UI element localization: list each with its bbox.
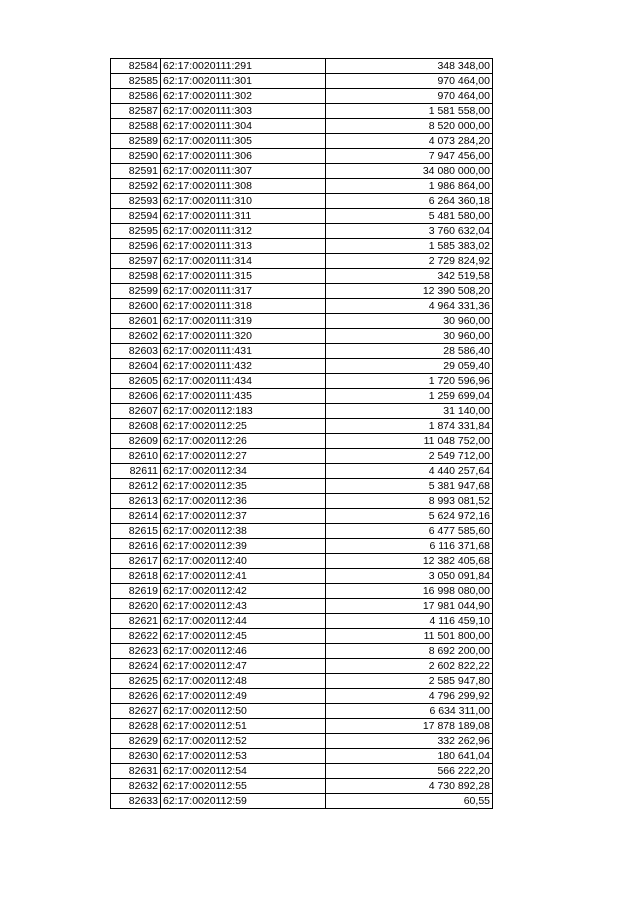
cadastral-number-cell: 62:17:0020111:432	[161, 359, 326, 374]
cadastral-number-cell: 62:17:0020112:46	[161, 644, 326, 659]
cadastral-value-cell: 16 998 080,00	[326, 584, 493, 599]
table-row	[111, 254, 493, 269]
row-number-cell: 82584	[111, 59, 161, 74]
table-row	[111, 629, 493, 644]
cadastral-value-cell: 11 501 800,00	[326, 629, 493, 644]
row-number-cell: 82609	[111, 434, 161, 449]
table-row	[111, 344, 493, 359]
cadastral-number-cell: 62:17:0020112:54	[161, 764, 326, 779]
cadastral-value-cell: 2 602 822,22	[326, 659, 493, 674]
cadastral-number-cell: 62:17:0020111:434	[161, 374, 326, 389]
cadastral-number-cell: 62:17:0020111:318	[161, 299, 326, 314]
cadastral-value-cell: 31 140,00	[326, 404, 493, 419]
cadastral-number-cell: 62:17:0020112:183	[161, 404, 326, 419]
table-row	[111, 509, 493, 524]
row-number-cell: 82632	[111, 779, 161, 794]
cadastral-value-cell: 34 080 000,00	[326, 164, 493, 179]
cadastral-number-cell: 62:17:0020111:313	[161, 239, 326, 254]
table-row	[111, 89, 493, 104]
table-row	[111, 374, 493, 389]
table-row	[111, 389, 493, 404]
row-number-cell: 82589	[111, 134, 161, 149]
cadastral-number-cell: 62:17:0020112:35	[161, 479, 326, 494]
cadastral-number-cell: 62:17:0020112:45	[161, 629, 326, 644]
cadastral-number-cell: 62:17:0020111:317	[161, 284, 326, 299]
table-row	[111, 149, 493, 164]
table-row	[111, 539, 493, 554]
table-row	[111, 179, 493, 194]
cadastral-value-cell: 5 481 580,00	[326, 209, 493, 224]
cadastral-value-cell: 1 585 383,02	[326, 239, 493, 254]
cadastral-value-cell: 4 073 284,20	[326, 134, 493, 149]
cadastral-value-table	[110, 58, 493, 809]
cadastral-value-cell: 8 993 081,52	[326, 494, 493, 509]
table-row	[111, 299, 493, 314]
cadastral-value-cell: 2 729 824,92	[326, 254, 493, 269]
cadastral-number-cell: 62:17:0020112:37	[161, 509, 326, 524]
cadastral-number-cell: 62:17:0020111:306	[161, 149, 326, 164]
cadastral-number-cell: 62:17:0020112:25	[161, 419, 326, 434]
row-number-cell: 82592	[111, 179, 161, 194]
cadastral-number-cell: 62:17:0020112:38	[161, 524, 326, 539]
row-number-cell: 82590	[111, 149, 161, 164]
row-number-cell: 82633	[111, 794, 161, 809]
cadastral-number-cell: 62:17:0020112:27	[161, 449, 326, 464]
cadastral-number-cell: 62:17:0020111:301	[161, 74, 326, 89]
row-number-cell: 82623	[111, 644, 161, 659]
row-number-cell: 82615	[111, 524, 161, 539]
row-number-cell: 82621	[111, 614, 161, 629]
cadastral-value-cell: 4 730 892,28	[326, 779, 493, 794]
table-row	[111, 314, 493, 329]
cadastral-number-cell: 62:17:0020112:36	[161, 494, 326, 509]
table-row	[111, 719, 493, 734]
row-number-cell: 82587	[111, 104, 161, 119]
table-row	[111, 764, 493, 779]
table-row	[111, 134, 493, 149]
row-number-cell: 82603	[111, 344, 161, 359]
row-number-cell: 82607	[111, 404, 161, 419]
cadastral-number-cell: 62:17:0020112:44	[161, 614, 326, 629]
row-number-cell: 82625	[111, 674, 161, 689]
cadastral-number-cell: 62:17:0020111:314	[161, 254, 326, 269]
table-row	[111, 164, 493, 179]
row-number-cell: 82608	[111, 419, 161, 434]
table-body	[111, 59, 493, 809]
cadastral-value-cell: 8 520 000,00	[326, 119, 493, 134]
table-row	[111, 674, 493, 689]
cadastral-number-cell: 62:17:0020112:52	[161, 734, 326, 749]
table-row	[111, 104, 493, 119]
table-row	[111, 449, 493, 464]
row-number-cell: 82626	[111, 689, 161, 704]
cadastral-number-cell: 62:17:0020111:312	[161, 224, 326, 239]
row-number-cell: 82591	[111, 164, 161, 179]
row-number-cell: 82600	[111, 299, 161, 314]
cadastral-number-cell: 62:17:0020111:307	[161, 164, 326, 179]
cadastral-number-cell: 62:17:0020112:26	[161, 434, 326, 449]
cadastral-value-cell: 1 986 864,00	[326, 179, 493, 194]
row-number-cell: 82624	[111, 659, 161, 674]
table-row	[111, 614, 493, 629]
cadastral-value-cell: 4 796 299,92	[326, 689, 493, 704]
table-row	[111, 239, 493, 254]
table-row	[111, 659, 493, 674]
cadastral-number-cell: 62:17:0020111:303	[161, 104, 326, 119]
table-row	[111, 359, 493, 374]
row-number-cell: 82619	[111, 584, 161, 599]
row-number-cell: 82594	[111, 209, 161, 224]
row-number-cell: 82612	[111, 479, 161, 494]
cadastral-number-cell: 62:17:0020111:431	[161, 344, 326, 359]
cadastral-number-cell: 62:17:0020111:320	[161, 329, 326, 344]
cadastral-value-cell: 2 549 712,00	[326, 449, 493, 464]
table-row	[111, 224, 493, 239]
cadastral-value-cell: 2 585 947,80	[326, 674, 493, 689]
cadastral-value-cell: 1 259 699,04	[326, 389, 493, 404]
table-row	[111, 194, 493, 209]
cadastral-value-cell: 6 264 360,18	[326, 194, 493, 209]
row-number-cell: 82616	[111, 539, 161, 554]
cadastral-value-cell: 28 586,40	[326, 344, 493, 359]
row-number-cell: 82631	[111, 764, 161, 779]
cadastral-value-cell: 4 440 257,64	[326, 464, 493, 479]
cadastral-value-cell: 6 634 311,00	[326, 704, 493, 719]
cadastral-number-cell: 62:17:0020112:51	[161, 719, 326, 734]
cadastral-value-cell: 4 964 331,36	[326, 299, 493, 314]
table-row	[111, 479, 493, 494]
row-number-cell: 82628	[111, 719, 161, 734]
table-row	[111, 404, 493, 419]
row-number-cell: 82617	[111, 554, 161, 569]
row-number-cell: 82610	[111, 449, 161, 464]
cadastral-value-cell: 11 048 752,00	[326, 434, 493, 449]
row-number-cell: 82602	[111, 329, 161, 344]
cadastral-number-cell: 62:17:0020112:49	[161, 689, 326, 704]
cadastral-number-cell: 62:17:0020111:304	[161, 119, 326, 134]
cadastral-number-cell: 62:17:0020112:50	[161, 704, 326, 719]
cadastral-number-cell: 62:17:0020112:34	[161, 464, 326, 479]
table-row	[111, 419, 493, 434]
table-row	[111, 329, 493, 344]
table-row	[111, 569, 493, 584]
table-row	[111, 59, 493, 74]
cadastral-value-cell: 17 981 044,90	[326, 599, 493, 614]
row-number-cell: 82601	[111, 314, 161, 329]
cadastral-number-cell: 62:17:0020111:435	[161, 389, 326, 404]
row-number-cell: 82627	[111, 704, 161, 719]
table-row	[111, 734, 493, 749]
row-number-cell: 82596	[111, 239, 161, 254]
cadastral-number-cell: 62:17:0020112:40	[161, 554, 326, 569]
cadastral-value-cell: 6 116 371,68	[326, 539, 493, 554]
table-row	[111, 779, 493, 794]
table-row	[111, 644, 493, 659]
cadastral-number-cell: 62:17:0020112:48	[161, 674, 326, 689]
row-number-cell: 82586	[111, 89, 161, 104]
cadastral-value-cell: 348 348,00	[326, 59, 493, 74]
cadastral-number-cell: 62:17:0020111:315	[161, 269, 326, 284]
table-row	[111, 554, 493, 569]
row-number-cell: 82614	[111, 509, 161, 524]
cadastral-value-cell: 5 624 972,16	[326, 509, 493, 524]
table-row	[111, 584, 493, 599]
cadastral-value-cell: 342 519,58	[326, 269, 493, 284]
row-number-cell: 82599	[111, 284, 161, 299]
cadastral-value-cell: 7 947 456,00	[326, 149, 493, 164]
cadastral-number-cell: 62:17:0020112:55	[161, 779, 326, 794]
cadastral-number-cell: 62:17:0020112:59	[161, 794, 326, 809]
cadastral-number-cell: 62:17:0020112:42	[161, 584, 326, 599]
row-number-cell: 82606	[111, 389, 161, 404]
row-number-cell: 82588	[111, 119, 161, 134]
row-number-cell: 82595	[111, 224, 161, 239]
table-row	[111, 749, 493, 764]
row-number-cell: 82620	[111, 599, 161, 614]
table-row	[111, 209, 493, 224]
cadastral-value-cell: 566 222,20	[326, 764, 493, 779]
row-number-cell: 82629	[111, 734, 161, 749]
row-number-cell: 82618	[111, 569, 161, 584]
cadastral-value-cell: 6 477 585,60	[326, 524, 493, 539]
table-row	[111, 434, 493, 449]
cadastral-number-cell: 62:17:0020111:308	[161, 179, 326, 194]
row-number-cell: 82630	[111, 749, 161, 764]
table-row	[111, 74, 493, 89]
cadastral-number-cell: 62:17:0020111:305	[161, 134, 326, 149]
cadastral-value-cell: 332 262,96	[326, 734, 493, 749]
table-row	[111, 524, 493, 539]
cadastral-value-cell: 12 390 508,20	[326, 284, 493, 299]
table-row	[111, 119, 493, 134]
cadastral-number-cell: 62:17:0020112:39	[161, 539, 326, 554]
cadastral-number-cell: 62:17:0020111:310	[161, 194, 326, 209]
cadastral-number-cell: 62:17:0020111:302	[161, 89, 326, 104]
row-number-cell: 82585	[111, 74, 161, 89]
cadastral-value-cell: 30 960,00	[326, 314, 493, 329]
cadastral-value-cell: 3 760 632,04	[326, 224, 493, 239]
cadastral-value-cell: 3 050 091,84	[326, 569, 493, 584]
cadastral-value-cell: 970 464,00	[326, 89, 493, 104]
cadastral-value-cell: 17 878 189,08	[326, 719, 493, 734]
cadastral-number-cell: 62:17:0020112:47	[161, 659, 326, 674]
cadastral-value-cell: 1 720 596,96	[326, 374, 493, 389]
table-row	[111, 284, 493, 299]
cadastral-number-cell: 62:17:0020112:41	[161, 569, 326, 584]
cadastral-value-cell: 970 464,00	[326, 74, 493, 89]
row-number-cell: 82611	[111, 464, 161, 479]
cadastral-value-cell: 1 874 331,84	[326, 419, 493, 434]
row-number-cell: 82604	[111, 359, 161, 374]
cadastral-number-cell: 62:17:0020111:291	[161, 59, 326, 74]
table-row	[111, 704, 493, 719]
row-number-cell: 82605	[111, 374, 161, 389]
cadastral-value-cell: 12 382 405,68	[326, 554, 493, 569]
table-row	[111, 689, 493, 704]
row-number-cell: 82613	[111, 494, 161, 509]
cadastral-number-cell: 62:17:0020112:53	[161, 749, 326, 764]
cadastral-number-cell: 62:17:0020112:43	[161, 599, 326, 614]
table-row	[111, 494, 493, 509]
cadastral-value-cell: 1 581 558,00	[326, 104, 493, 119]
row-number-cell: 82598	[111, 269, 161, 284]
table-row	[111, 269, 493, 284]
cadastral-number-cell: 62:17:0020111:319	[161, 314, 326, 329]
row-number-cell: 82597	[111, 254, 161, 269]
cadastral-number-cell: 62:17:0020111:311	[161, 209, 326, 224]
cadastral-value-cell: 30 960,00	[326, 329, 493, 344]
row-number-cell: 82622	[111, 629, 161, 644]
table-row	[111, 794, 493, 809]
row-number-cell: 82593	[111, 194, 161, 209]
cadastral-value-cell: 5 381 947,68	[326, 479, 493, 494]
cadastral-value-cell: 180 641,04	[326, 749, 493, 764]
table-row	[111, 464, 493, 479]
cadastral-value-cell: 60,55	[326, 794, 493, 809]
cadastral-value-cell: 29 059,40	[326, 359, 493, 374]
cadastral-value-cell: 4 116 459,10	[326, 614, 493, 629]
table-row	[111, 599, 493, 614]
cadastral-value-cell: 8 692 200,00	[326, 644, 493, 659]
